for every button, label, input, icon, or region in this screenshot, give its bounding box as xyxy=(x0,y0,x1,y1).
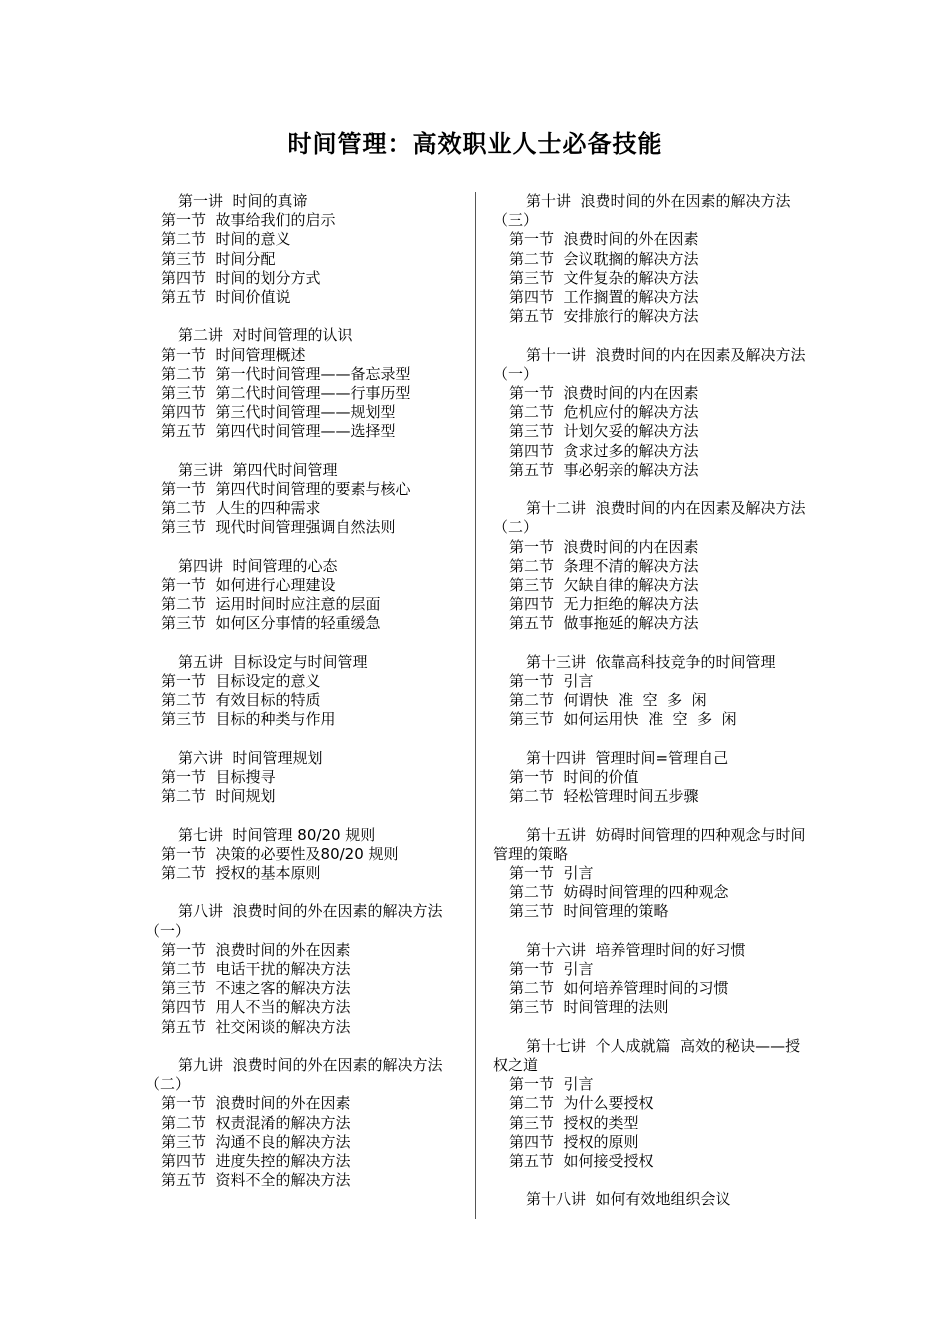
lecture-block xyxy=(493,1037,811,1171)
lecture-heading: 第十六讲 培养管理时间的好习惯 xyxy=(526,940,746,959)
lecture-block xyxy=(493,192,811,326)
section-item: 第一节 浪费时间的内在因素 xyxy=(509,384,699,403)
lecture-heading: 第四讲 时间管理的心态 xyxy=(178,556,338,575)
section-item: 第三节 不速之客的解决方法 xyxy=(161,979,351,998)
lecture-heading: 第二讲 对时间管理的认识 xyxy=(178,326,353,345)
section-item: 第五节 社交闲谈的解决方法 xyxy=(161,1017,351,1036)
section-item: 第二节 第一代时间管理——备忘录型 xyxy=(161,364,411,383)
lecture-heading: 第十七讲 个人成就篇 高效的秘诀——授权之道 xyxy=(493,1036,801,1075)
column-right xyxy=(493,192,811,1210)
section-item: 第一节 引言 xyxy=(509,864,594,883)
section-item: 第二节 危机应付的解决方法 xyxy=(509,403,699,422)
lecture-heading: 第十五讲 妨碍时间管理的四种观念与时间管理的策略 xyxy=(493,825,806,863)
section-item: 第二节 何谓快 准 空 多 闲 xyxy=(509,691,707,710)
lecture-block xyxy=(145,326,463,441)
section-item: 第二节 有效目标的特质 xyxy=(161,691,321,710)
section-item: 第一节 浪费时间的外在因素 xyxy=(509,230,699,249)
section-item: 第三节 欠缺自律的解决方法 xyxy=(509,576,699,595)
section-item: 第二节 权责混淆的解决方法 xyxy=(161,1113,351,1132)
lecture-block xyxy=(145,902,463,1036)
section-item: 第一节 时间的价值 xyxy=(509,768,639,787)
section-item: 第三节 时间分配 xyxy=(161,249,276,268)
section-item: 第五节 资料不全的解决方法 xyxy=(161,1171,351,1190)
lecture-block xyxy=(145,557,463,634)
lecture-block xyxy=(493,749,811,807)
lecture-block xyxy=(493,941,811,1018)
lecture-block xyxy=(145,1056,463,1190)
section-item: 第一节 浪费时间的内在因素 xyxy=(509,537,699,556)
section-item: 第三节 第二代时间管理——行事历型 xyxy=(161,384,411,403)
section-item: 第一节 浪费时间的外在因素 xyxy=(161,1094,351,1113)
section-item: 第二节 妨碍时间管理的四种观念 xyxy=(509,883,729,902)
lecture-block xyxy=(493,1190,811,1209)
section-item: 第一节 引言 xyxy=(509,960,594,979)
section-item: 第二节 如何培养管理时间的习惯 xyxy=(509,979,729,998)
section-item: 第一节 第四代时间管理的要素与核心 xyxy=(161,480,411,499)
lecture-heading: 第五讲 目标设定与时间管理 xyxy=(178,652,368,671)
section-item: 第一节 如何进行心理建设 xyxy=(161,576,336,595)
lecture-heading: 第三讲 第四代时间管理 xyxy=(178,460,338,479)
section-item: 第三节 如何运用快 准 空 多 闲 xyxy=(509,710,737,729)
section-item: 第二节 人生的四种需求 xyxy=(161,499,321,518)
section-item: 第二节 会议耽搁的解决方法 xyxy=(509,249,699,268)
lecture-block xyxy=(493,653,811,730)
section-item: 第三节 时间管理的策略 xyxy=(509,902,669,921)
section-item: 第五节 安排旅行的解决方法 xyxy=(509,307,699,326)
lecture-block xyxy=(493,499,811,633)
section-item: 第一节 决策的必要性及80/20 规则 xyxy=(161,844,399,863)
page-title: 时间管理：高效职业人士必备技能 xyxy=(287,129,663,158)
section-item: 第三节 授权的类型 xyxy=(509,1113,639,1132)
lecture-block xyxy=(145,461,463,538)
lecture-heading: 第七讲 时间管理 80/20 规则 xyxy=(178,825,376,844)
section-item: 第一节 引言 xyxy=(509,1075,594,1094)
section-item: 第三节 计划欠妥的解决方法 xyxy=(509,422,699,441)
section-item: 第二节 时间的意义 xyxy=(161,230,291,249)
column-left xyxy=(145,192,463,1190)
section-item: 第五节 第四代时间管理——选择型 xyxy=(161,422,396,441)
section-item: 第三节 文件复杂的解决方法 xyxy=(509,268,699,287)
section-item: 第一节 引言 xyxy=(509,672,594,691)
section-item: 第四节 授权的原则 xyxy=(509,1132,639,1151)
lecture-heading: 第十三讲 依靠高科技竞争的时间管理 xyxy=(526,652,776,671)
lecture-heading: 第一讲 时间的真谛 xyxy=(178,192,308,210)
section-item: 第二节 为什么要授权 xyxy=(509,1094,654,1113)
section-item: 第二节 轻松管理时间五步骤 xyxy=(509,787,699,806)
section-item: 第二节 条理不清的解决方法 xyxy=(509,556,699,575)
lecture-heading: 第十八讲 如何有效地组织会议 xyxy=(526,1190,731,1209)
section-item: 第五节 时间价值说 xyxy=(161,288,291,307)
section-item: 第一节 时间管理概述 xyxy=(161,345,306,364)
section-item: 第一节 故事给我们的启示 xyxy=(161,211,336,230)
lecture-block xyxy=(145,826,463,884)
lecture-block xyxy=(145,192,463,307)
section-item: 第一节 目标搜寻 xyxy=(161,768,276,787)
section-item: 第二节 电话干扰的解决方法 xyxy=(161,960,351,979)
lecture-block xyxy=(145,749,463,807)
section-item: 第四节 第三代时间管理——规划型 xyxy=(161,403,396,422)
lecture-heading: 第十二讲 浪费时间的内在因素及解决方法（二） xyxy=(493,499,806,537)
section-item: 第四节 贪求过多的解决方法 xyxy=(509,441,699,460)
lecture-block xyxy=(493,346,811,480)
section-item: 第二节 时间规划 xyxy=(161,787,276,806)
section-item: 第四节 无力拒绝的解决方法 xyxy=(509,595,699,614)
section-item: 第三节 现代时间管理强调自然法则 xyxy=(161,518,396,537)
section-item: 第四节 进度失控的解决方法 xyxy=(161,1152,351,1171)
lecture-heading: 第六讲 时间管理规划 xyxy=(178,748,323,767)
section-item: 第四节 工作搁置的解决方法 xyxy=(509,288,699,307)
section-item: 第五节 做事拖延的解决方法 xyxy=(509,614,699,633)
section-item: 第一节 目标设定的意义 xyxy=(161,672,321,691)
section-item: 第五节 如何接受授权 xyxy=(509,1152,654,1171)
lecture-heading: 第十讲 浪费时间的外在因素的解决方法（三） xyxy=(493,192,791,230)
lecture-block xyxy=(145,653,463,730)
section-item: 第三节 时间管理的法则 xyxy=(509,998,669,1017)
section-item: 第四节 用人不当的解决方法 xyxy=(161,998,351,1017)
lecture-heading: 第八讲 浪费时间的外在因素的解决方法（一） xyxy=(145,902,443,940)
lecture-heading: 第九讲 浪费时间的外在因素的解决方法（二） xyxy=(145,1056,443,1094)
section-item: 第五节 事必躬亲的解决方法 xyxy=(509,460,699,479)
column-divider xyxy=(475,192,476,1219)
section-item: 第二节 授权的基本原则 xyxy=(161,864,321,883)
section-item: 第二节 运用时间时应注意的层面 xyxy=(161,595,381,614)
section-item: 第一节 浪费时间的外在因素 xyxy=(161,940,351,959)
lecture-heading: 第十四讲 管理时间=管理自己 xyxy=(526,748,729,767)
lecture-block xyxy=(493,826,811,922)
section-item: 第三节 如何区分事情的轻重缓急 xyxy=(161,614,381,633)
section-item: 第三节 目标的种类与作用 xyxy=(161,710,336,729)
section-item: 第四节 时间的划分方式 xyxy=(161,268,321,287)
lecture-heading: 第十一讲 浪费时间的内在因素及解决方法（一） xyxy=(493,345,806,383)
section-item: 第三节 沟通不良的解决方法 xyxy=(161,1132,351,1151)
